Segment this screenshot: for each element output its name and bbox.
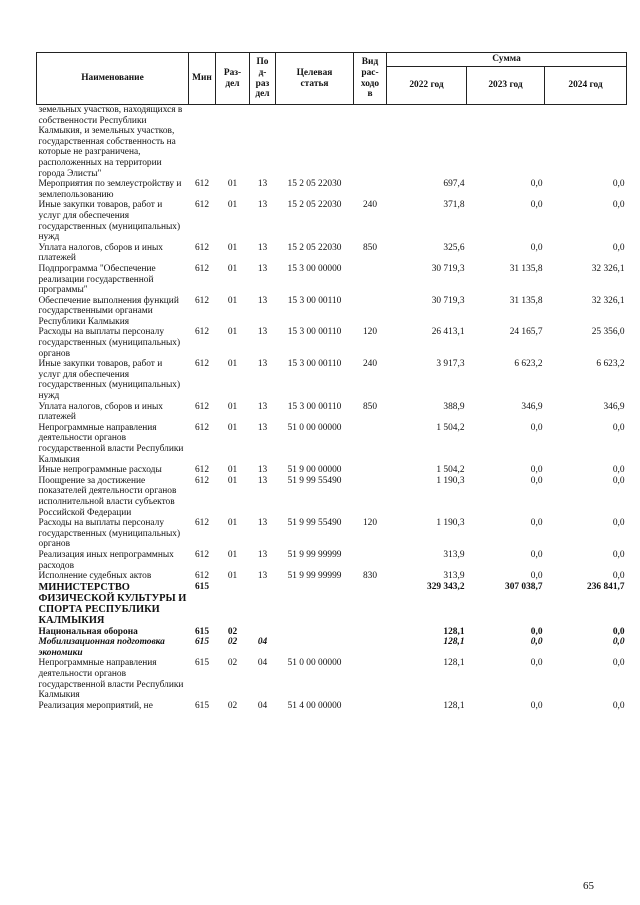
page-number: 65 (583, 880, 594, 892)
table-row (37, 571, 627, 582)
cell-razdel: 02 (227, 637, 238, 648)
cell-vid: 240 (362, 200, 378, 211)
cell-y2023: 0,0 (530, 475, 543, 486)
header-podrazdel: По д- раз дел (250, 53, 276, 105)
cell-y2023: 31 135,8 (509, 263, 543, 274)
cell-target: 15 3 00 00110 (287, 359, 342, 370)
table-row (37, 200, 627, 242)
cell-name: Непрограммные направления деятельности органов государственной власти Республики Калмыкия (38, 422, 184, 465)
cell-y2023: 6 623,2 (514, 359, 543, 370)
cell-razdel: 02 (227, 626, 238, 637)
cell-podrazdel: 04 (257, 658, 268, 669)
cell-y2022: 1 504,2 (436, 465, 465, 476)
cell-podrazdel: 13 (257, 179, 268, 190)
table-row (37, 243, 627, 264)
cell-y2024: 0,0 (612, 179, 625, 190)
cell-y2023: 0,0 (530, 700, 543, 711)
cell-razdel (216, 582, 250, 627)
cell-y2023: 0,0 (530, 549, 543, 560)
cell-podrazdel (250, 582, 276, 627)
cell-podrazdel: 13 (257, 295, 268, 306)
cell-y2023: 307 038,7 (505, 581, 543, 592)
table-row (37, 423, 627, 465)
cell-name: Мобилизационная подготовка экономики (38, 637, 165, 658)
budget-table (36, 52, 627, 711)
cell-y2024: 32 326,1 (591, 263, 625, 274)
cell-min: 612 (194, 359, 210, 370)
cell-podrazdel: 13 (257, 242, 268, 253)
cell-target: 51 9 99 99999 (287, 549, 342, 560)
cell-podrazdel: 13 (257, 263, 268, 274)
cell-vid: 240 (362, 359, 378, 370)
cell-min: 612 (194, 475, 210, 486)
cell-min: 612 (194, 179, 210, 190)
cell-name: Мероприятия по землеустройству и землепользованию (38, 179, 182, 200)
cell-vid: 830 (362, 571, 378, 582)
cell-name: Реализация мероприятий, не (38, 700, 153, 711)
cell-y2023 (467, 105, 545, 180)
cell-target (276, 582, 354, 627)
header-target: Целевая статья (276, 53, 354, 105)
cell-y2024: 0,0 (612, 700, 625, 711)
cell-razdel: 01 (227, 179, 238, 190)
cell-target: 15 2 05 22030 (287, 200, 342, 211)
cell-name: Иные закупки товаров, работ и услуг для обеспечения государственных (муниципальных) нужд (38, 359, 181, 402)
cell-y2023: 24 165,7 (509, 327, 543, 338)
cell-y2024: 0,0 (612, 242, 625, 253)
cell-razdel: 01 (227, 475, 238, 486)
cell-name: Иные закупки товаров, работ и услуг для обеспечения государственных (муниципальных) нужд (38, 200, 181, 243)
cell-vid (354, 296, 387, 328)
cell-target: 51 9 99 55490 (287, 475, 342, 486)
cell-min: 615 (194, 700, 210, 711)
cell-y2024: 346,9 (603, 401, 625, 412)
cell-target: 15 2 05 22030 (287, 242, 342, 253)
cell-y2022: 371,8 (443, 200, 465, 211)
table-row (37, 582, 627, 627)
cell-target: 15 3 00 00110 (287, 295, 342, 306)
cell-razdel: 01 (227, 263, 238, 274)
cell-min: 612 (194, 549, 210, 560)
cell-podrazdel (250, 105, 276, 180)
table-row (37, 637, 627, 658)
cell-y2024: 0,0 (612, 200, 625, 211)
table-row (37, 105, 627, 180)
cell-min: 612 (194, 422, 210, 433)
cell-y2022: 1 190,3 (436, 518, 465, 529)
cell-target: 51 9 99 55490 (287, 518, 342, 529)
cell-min: 615 (194, 658, 210, 669)
cell-name: Исполнение судебных актов (38, 571, 152, 582)
cell-vid (354, 179, 387, 200)
cell-podrazdel: 04 (257, 700, 268, 711)
cell-vid (354, 637, 387, 658)
cell-vid (354, 658, 387, 700)
cell-min: 612 (194, 465, 210, 476)
cell-y2024: 25 356,0 (591, 327, 625, 338)
cell-y2022 (387, 105, 467, 180)
cell-y2022: 388,9 (443, 401, 465, 412)
cell-min: 612 (194, 571, 210, 582)
cell-razdel: 02 (227, 700, 238, 711)
table-row (37, 264, 627, 296)
cell-vid (354, 264, 387, 296)
cell-name: Реализация иных непрограммных расходов (38, 549, 174, 571)
table-row (37, 359, 627, 401)
cell-name: Поощрение за достижение показателей деятельности органов исполнительной власти субъектов Российской Федерации (38, 475, 177, 518)
cell-y2023: 0,0 (530, 637, 543, 648)
cell-razdel: 01 (227, 359, 238, 370)
cell-y2024: 0,0 (612, 422, 625, 433)
table-row (37, 402, 627, 423)
cell-podrazdel (250, 627, 276, 638)
table-row (37, 296, 627, 328)
cell-vid (354, 627, 387, 638)
cell-name: МИНИСТЕРСТВО ФИЗИЧЕСКОЙ КУЛЬТУРЫ И СПОРТА РЕСПУБЛИКИ КАЛМЫКИЯ (38, 581, 187, 627)
cell-y2023: 0,0 (530, 518, 543, 529)
cell-y2023: 31 135,8 (509, 295, 543, 306)
cell-razdel: 01 (227, 401, 238, 412)
cell-min: 612 (194, 295, 210, 306)
cell-y2023: 0,0 (530, 200, 543, 211)
cell-target: 51 9 99 99999 (287, 571, 342, 582)
cell-razdel: 01 (227, 465, 238, 476)
cell-target (276, 637, 354, 658)
cell-y2022: 313,9 (443, 549, 465, 560)
cell-y2022: 128,1 (443, 637, 465, 648)
cell-y2024: 0,0 (612, 626, 625, 637)
header-2022: 2022 год (387, 67, 467, 105)
cell-y2023: 0,0 (530, 658, 543, 669)
cell-min: 612 (194, 263, 210, 274)
cell-razdel: 01 (227, 549, 238, 560)
table-row (37, 627, 627, 638)
cell-podrazdel: 13 (257, 571, 268, 582)
cell-name: Расходы на выплаты персоналу государственных (муниципальных) органов (38, 327, 181, 359)
header-razdel: Раз- дел (216, 53, 250, 105)
cell-y2024: 0,0 (612, 475, 625, 486)
cell-target: 51 9 00 00000 (287, 465, 342, 476)
cell-name: Национальная оборона (38, 626, 138, 637)
cell-podrazdel: 13 (257, 359, 268, 370)
cell-y2024: 0,0 (612, 465, 625, 476)
cell-vid (354, 105, 387, 180)
cell-y2022: 3 917,3 (436, 359, 465, 370)
cell-min: 615 (194, 637, 210, 648)
cell-podrazdel: 13 (257, 475, 268, 486)
cell-razdel: 01 (227, 295, 238, 306)
cell-vid (354, 701, 387, 712)
cell-podrazdel: 13 (257, 327, 268, 338)
cell-y2022: 30 719,3 (431, 263, 465, 274)
cell-vid (354, 582, 387, 627)
cell-podrazdel: 13 (257, 422, 268, 433)
header-sum: Сумма (387, 53, 627, 67)
table-row (37, 701, 627, 712)
table-row (37, 550, 627, 571)
cell-vid (354, 476, 387, 518)
table-body (37, 105, 627, 712)
cell-y2022: 26 413,1 (431, 327, 465, 338)
cell-min: 612 (194, 401, 210, 412)
cell-y2022: 697,4 (443, 179, 465, 190)
cell-y2022: 325,6 (443, 242, 465, 253)
cell-y2024: 0,0 (612, 658, 625, 669)
cell-vid: 120 (362, 327, 378, 338)
table-header (37, 53, 627, 105)
cell-min: 612 (194, 327, 210, 338)
cell-y2024: 6 623,2 (596, 359, 625, 370)
cell-podrazdel: 13 (257, 465, 268, 476)
header-2023: 2023 год (467, 67, 545, 105)
cell-y2022: 313,9 (443, 571, 465, 582)
cell-min (189, 105, 216, 180)
cell-y2023: 0,0 (530, 422, 543, 433)
cell-y2024: 236 841,7 (587, 581, 625, 592)
cell-vid: 850 (362, 401, 378, 412)
table-row (37, 465, 627, 476)
cell-target: 51 0 00 00000 (287, 422, 342, 433)
cell-name: Расходы на выплаты персоналу государственных (муниципальных) органов (38, 518, 181, 550)
cell-name: земельных участков, находящихся в собственности Республики Калмыкия, и земельных участков, государственная собственность на которые не разграничена, расположенных на территории города Элисты" (38, 105, 183, 179)
cell-razdel: 01 (227, 200, 238, 211)
cell-y2023: 0,0 (530, 179, 543, 190)
cell-min: 612 (194, 242, 210, 253)
cell-razdel: 01 (227, 571, 238, 582)
cell-vid: 850 (362, 242, 378, 253)
cell-vid (354, 465, 387, 476)
cell-y2023: 0,0 (530, 465, 543, 476)
cell-razdel: 01 (227, 518, 238, 529)
cell-min: 615 (194, 626, 210, 637)
cell-razdel: 01 (227, 242, 238, 253)
cell-y2023: 346,9 (521, 401, 543, 412)
cell-min: 612 (194, 200, 210, 211)
cell-target (276, 105, 354, 180)
cell-vid (354, 550, 387, 571)
table-row (37, 179, 627, 200)
cell-name: Подпрограмма "Обеспечение реализации государственной программы" (38, 263, 156, 296)
cell-razdel: 01 (227, 327, 238, 338)
cell-name: Непрограммные направления деятельности органов государственной власти Республики Калмыкия (38, 658, 184, 701)
table-row (37, 518, 627, 550)
cell-razdel (216, 105, 250, 180)
cell-target: 51 4 00 00000 (287, 700, 342, 711)
cell-y2022: 1 504,2 (436, 422, 465, 433)
cell-y2024: 0,0 (612, 637, 625, 648)
table-row (37, 327, 627, 359)
cell-razdel: 01 (227, 422, 238, 433)
table-row (37, 476, 627, 518)
cell-name: Иные непрограммные расходы (38, 465, 162, 476)
cell-target: 15 2 05 22030 (287, 179, 342, 190)
table-row (37, 658, 627, 700)
cell-vid: 120 (362, 518, 378, 529)
cell-target: 51 0 00 00000 (287, 658, 342, 669)
cell-y2024: 0,0 (612, 549, 625, 560)
cell-y2024: 0,0 (612, 518, 625, 529)
cell-y2024: 32 326,1 (591, 295, 625, 306)
cell-podrazdel: 13 (257, 518, 268, 529)
cell-podrazdel: 04 (257, 637, 268, 648)
cell-name: Обеспечение выполнения функций государственными органами Республики Калмыкия (38, 295, 179, 327)
cell-y2023: 0,0 (530, 571, 543, 582)
cell-y2023: 0,0 (530, 626, 543, 637)
cell-y2022: 128,1 (443, 626, 465, 637)
cell-podrazdel: 13 (257, 549, 268, 560)
header-vid: Вид рас- ходо в (354, 53, 387, 105)
cell-y2022: 128,1 (443, 658, 465, 669)
cell-y2024: 0,0 (612, 571, 625, 582)
cell-min: 612 (194, 518, 210, 529)
cell-vid (354, 423, 387, 465)
cell-name: Уплата налогов, сборов и иных платежей (38, 401, 163, 423)
cell-y2022: 30 719,3 (431, 295, 465, 306)
cell-y2022: 1 190,3 (436, 475, 465, 486)
cell-target: 15 3 00 00110 (287, 401, 342, 412)
cell-razdel: 02 (227, 658, 238, 669)
cell-target (276, 627, 354, 638)
cell-y2024 (545, 105, 627, 180)
cell-target: 15 3 00 00110 (287, 327, 342, 338)
cell-y2022: 128,1 (443, 700, 465, 711)
header-2024: 2024 год (545, 67, 627, 105)
cell-target: 15 3 00 00000 (287, 263, 342, 274)
cell-min: 615 (194, 581, 210, 592)
cell-y2023: 0,0 (530, 242, 543, 253)
header-name: Наименование (37, 53, 189, 105)
cell-podrazdel: 13 (257, 200, 268, 211)
cell-podrazdel: 13 (257, 401, 268, 412)
cell-name: Уплата налогов, сборов и иных платежей (38, 242, 163, 264)
header-min: Мин (189, 53, 216, 105)
cell-y2022: 329 343,2 (427, 581, 465, 592)
